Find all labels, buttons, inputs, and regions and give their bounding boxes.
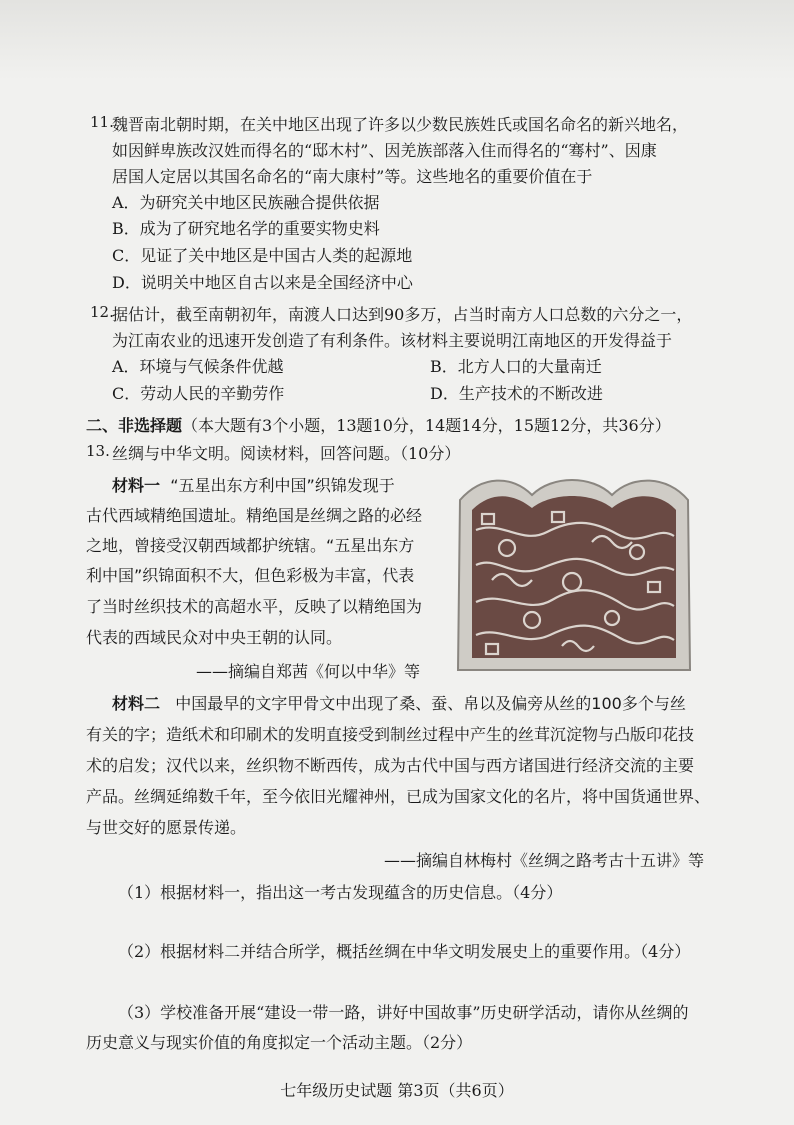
material-1-line: 之地，曾接受汉朝西域都护统辖。“五星出东方 <box>86 536 415 555</box>
subquestion-1: （1）根据材料一，指出这一考古发现蕴含的历史信息。（4分） <box>118 883 563 902</box>
material-2-line: 术的启发；汉代以来，丝织物不断西传，成为古代中国与西方诸国进行经济交流的主要 <box>86 756 695 775</box>
brocade-image <box>452 470 696 682</box>
material-label: 材料二 <box>112 694 161 713</box>
material-2-line: 有关的字；造纸术和印刷术的发明直接受到制丝过程中产生的丝茸沉淀物与凸版印花技 <box>86 725 695 744</box>
material-text: 中国最早的文字甲骨文中出现了桑、蚕、帛以及偏旁从丝的100多个与丝 <box>175 694 686 713</box>
option-c: C．见证了关中地区是中国古人类的起源地 <box>112 246 413 265</box>
section-heading <box>86 413 671 436</box>
question-stem: 丝绸与中华文明。阅读材料，回答问题。（10分） <box>112 444 461 463</box>
material-1-line: 代表的西域民众对中央王朝的认同。 <box>86 628 343 647</box>
material-2-line <box>112 691 686 714</box>
question-stem-line: 据估计，截至南朝初年，南渡人口达到90多万，占当时南方人口总数的六分之一， <box>112 305 693 324</box>
option-b: B．成为了研究地名学的重要实物史料 <box>112 219 380 238</box>
question-stem-line: 为江南农业的迅速开发创造了有利条件。该材料主要说明江南地区的开发得益于 <box>112 331 673 350</box>
question-stem-line: 如因鲜卑族改汉姓而得名的“邸木村”、因羌族部落入住而得名的“骞村”、因康 <box>112 141 657 160</box>
option-c: C．劳动人民的辛勤劳作 <box>112 384 285 403</box>
option-b: B．北方人口的大量南迁 <box>430 357 602 376</box>
material-1-line: 古代西域精绝国遗址。精绝国是丝绸之路的必经 <box>86 506 423 525</box>
section-note: （本大题有3个小题，13题10分，14题14分，15题12分，共36分） <box>182 416 671 435</box>
material-1-line: 利中国”织锦面积不大，但色彩极为丰富，代表 <box>86 566 415 585</box>
material-text: “五星出东方利中国”织锦发现于 <box>170 476 395 495</box>
option-a: A．环境与气候条件优越 <box>112 357 284 376</box>
material-source: ——摘编自林梅村《丝绸之路考古十五讲》等 <box>384 851 705 870</box>
page-footer: 七年级历史试题 第3页（共6页） <box>280 1081 514 1100</box>
option-d: D．生产技术的不断改进 <box>430 384 603 403</box>
subquestion-3: （3）学校准备开展“建设一带一路，讲好中国故事”历史研学活动，请你从丝绸的 <box>118 1003 689 1022</box>
question-number: 13. <box>86 442 110 460</box>
question-number: 12. <box>90 303 114 321</box>
subquestion-2: （2）根据材料二并结合所学，概括丝绸在中华文明发展史上的重要作用。（4分） <box>118 942 691 961</box>
material-source: ——摘编自郑茜《何以中华》等 <box>196 662 421 681</box>
question-stem-line: 魏晋南北朝时期，在关中地区出现了许多以少数民族姓氏或国名命名的新兴地名， <box>112 115 689 134</box>
material-2-line: 产品。丝绸延绵数千年，至今依旧光耀神州，已成为国家文化的名片，将中国货通世界、 <box>86 787 711 806</box>
question-stem-line: 居国人定居以其国名命名的“南大康村”等。这些地名的重要价值在于 <box>112 167 593 186</box>
subquestion-3-cont: 历史意义与现实价值的角度拟定一个活动主题。（2分） <box>86 1033 473 1052</box>
material-1-line <box>112 473 395 496</box>
option-a: A．为研究关中地区民族融合提供依据 <box>112 193 380 212</box>
material-label: 材料一 <box>112 476 161 495</box>
question-number: 11. <box>90 113 114 131</box>
material-1-line: 了当时丝织技术的高超水平，反映了以精绝国为 <box>86 597 423 616</box>
section-title: 二、非选择题 <box>86 416 183 435</box>
scan-shadow <box>0 0 794 80</box>
material-2-line: 与世交好的愿景传递。 <box>86 818 247 837</box>
option-d: D．说明关中地区自古以来是全国经济中心 <box>112 273 413 292</box>
